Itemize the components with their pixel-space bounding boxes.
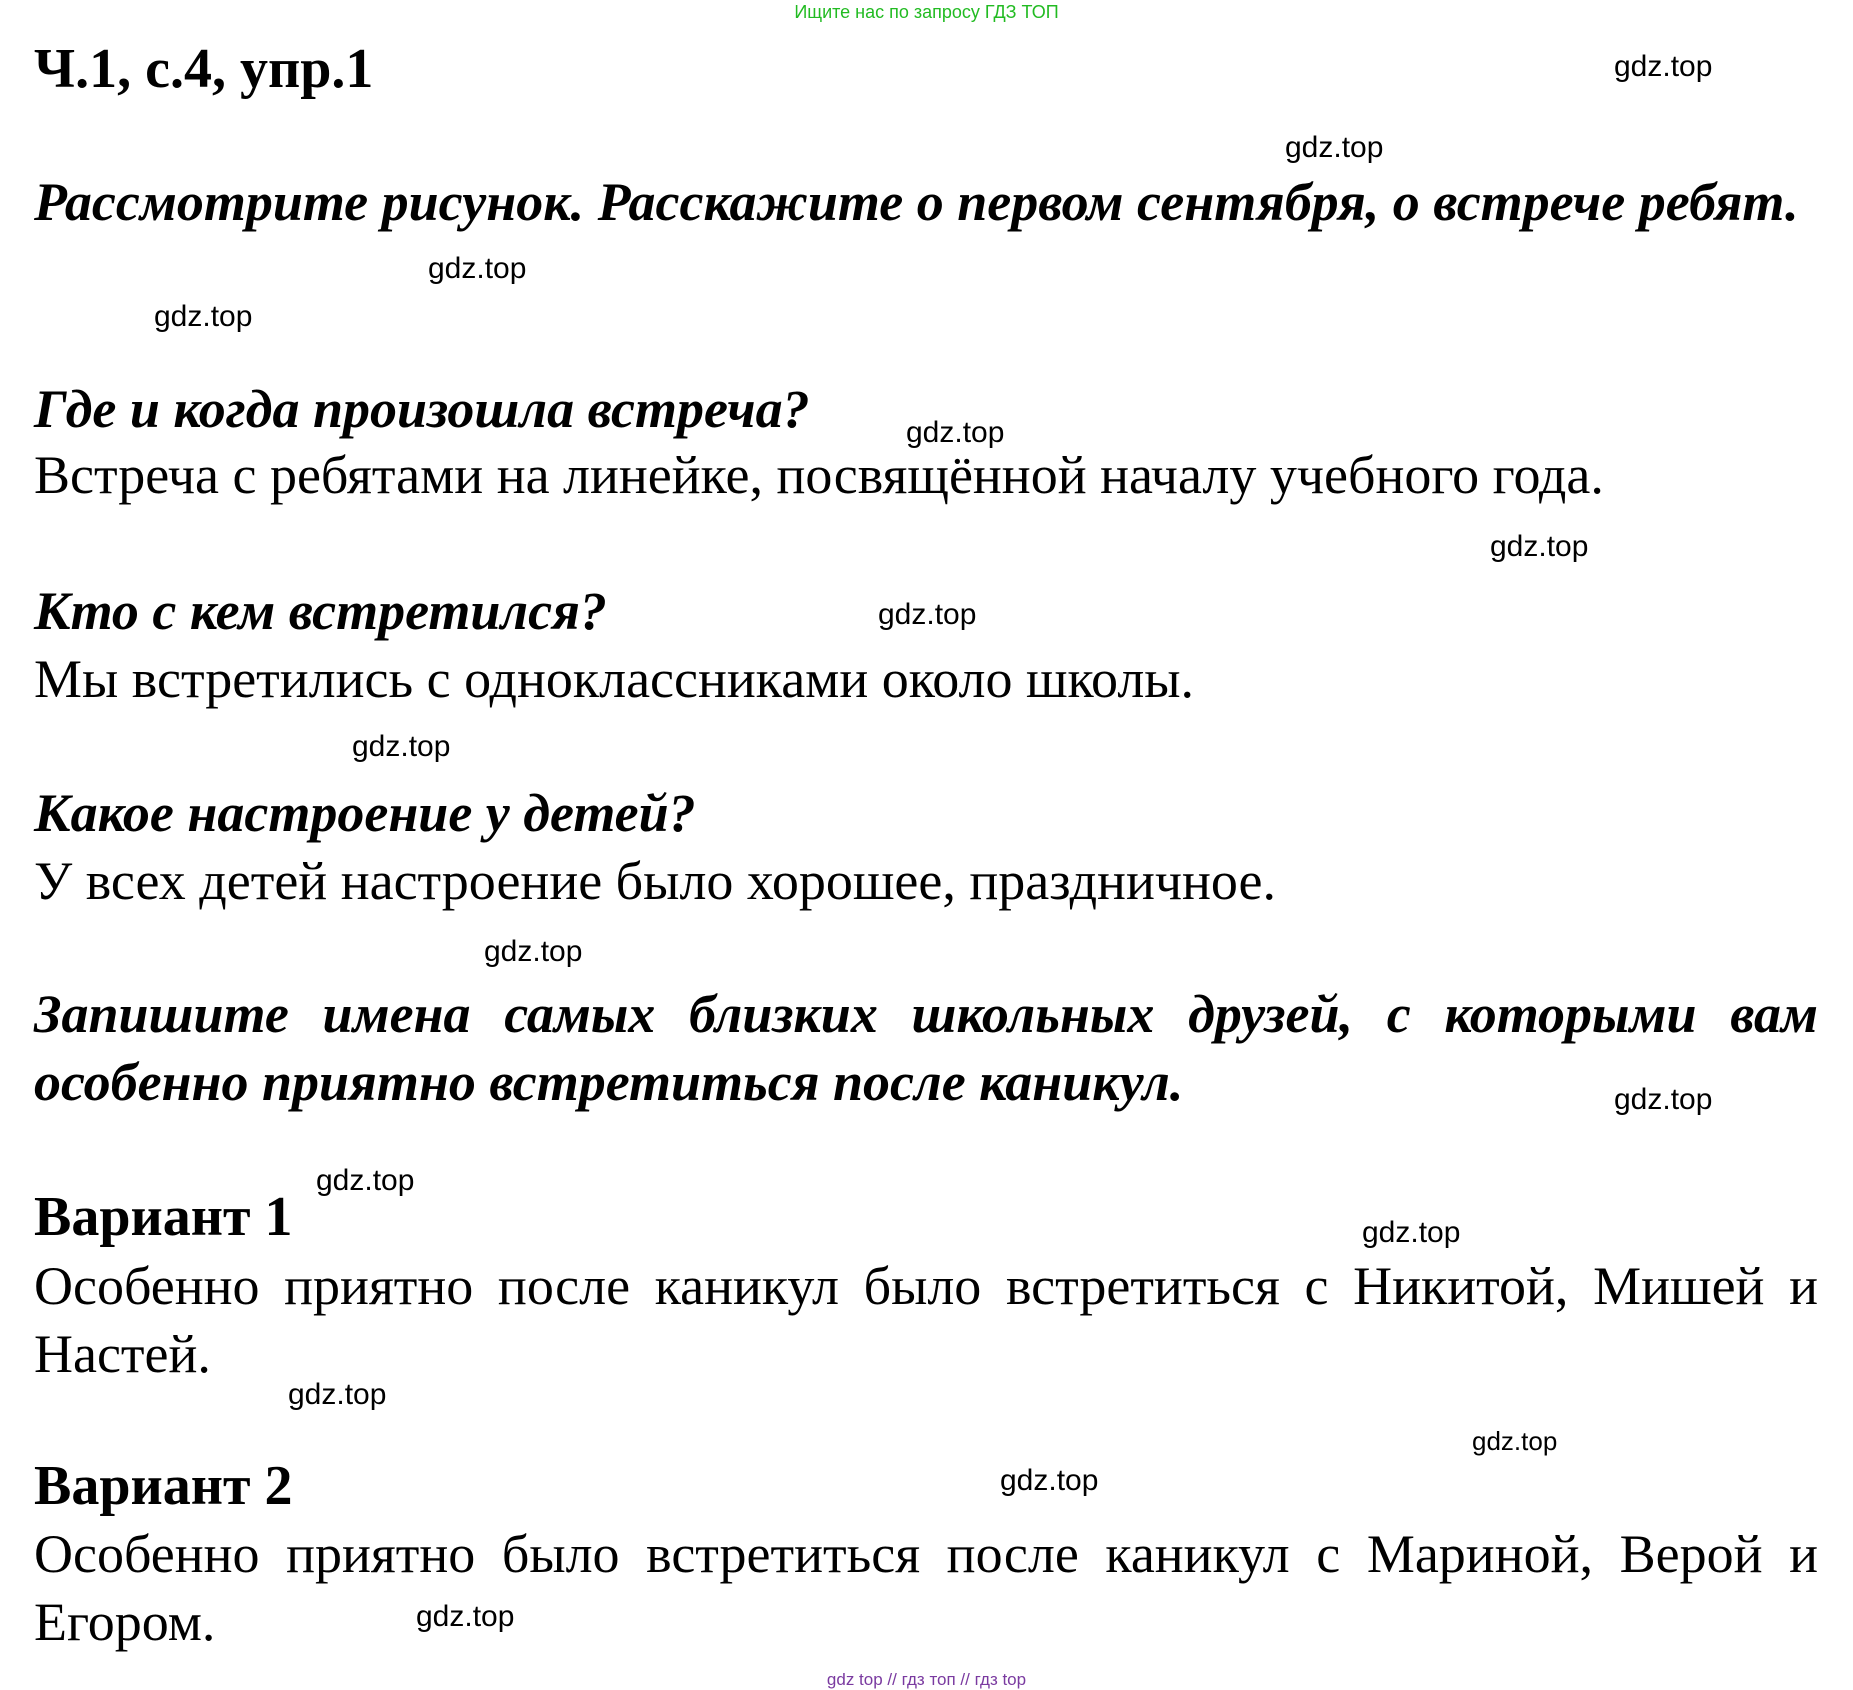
answer-3: У всех детей настроение было хорошее, праздничное. xyxy=(34,851,1277,911)
variant-1-text: Особенно приятно после каникул было встретиться с Никитой, Мишей и Настей. xyxy=(34,1256,1818,1384)
watermark: gdz.top xyxy=(1000,1464,1099,1497)
question-3: Какое настроение у детей? xyxy=(34,783,696,843)
watermark: gdz.top xyxy=(416,1600,515,1633)
variant-2-text: Особенно приятно было встретиться после каникул с Мариной, Верой и Егором. xyxy=(34,1524,1818,1652)
question-2: Кто с кем встретился? xyxy=(34,581,607,641)
watermark: gdz.top xyxy=(1362,1216,1461,1249)
watermark: gdz.top xyxy=(906,416,1005,449)
answer-2: Мы встретились с одноклассниками около школы. xyxy=(34,649,1195,709)
search-banner: Ищите нас по запросу ГДЗ ТОП xyxy=(794,2,1059,22)
question-1: Где и когда произошла встреча? xyxy=(34,379,810,439)
watermark: gdz.top xyxy=(1285,131,1384,164)
watermark: gdz.top xyxy=(316,1164,415,1197)
watermark: gdz.top xyxy=(484,935,583,968)
answer-1: Встреча с ребятами на линейке, посвящённой началу учебного года. xyxy=(34,445,1604,505)
page-title: Ч.1, с.4, упр.1 xyxy=(34,38,374,100)
watermark: gdz.top xyxy=(288,1378,387,1411)
variant-2-title: Вариант 2 xyxy=(34,1455,293,1517)
footer-watermark: gdz top // гдз топ // гдз top xyxy=(826,1670,1027,1689)
watermark: gdz.top xyxy=(352,730,451,763)
watermark: gdz.top xyxy=(1614,1083,1713,1116)
watermark: gdz.top xyxy=(1472,1426,1558,1456)
watermark: gdz.top xyxy=(878,598,977,631)
watermark: gdz.top xyxy=(1614,50,1713,83)
watermark: gdz.top xyxy=(154,300,253,333)
watermark: gdz.top xyxy=(428,252,527,285)
task-heading-1: Рассмотрите рисунок. Расскажите о первом сентября, о встрече ребят. xyxy=(34,172,1799,232)
task-heading-2: Запишите имена самых близких школьных друзей, с которыми вам особенно приятно встретиться после каникул. xyxy=(34,984,1818,1112)
variant-1-title: Вариант 1 xyxy=(34,1186,293,1248)
watermark: gdz.top xyxy=(1490,530,1589,563)
